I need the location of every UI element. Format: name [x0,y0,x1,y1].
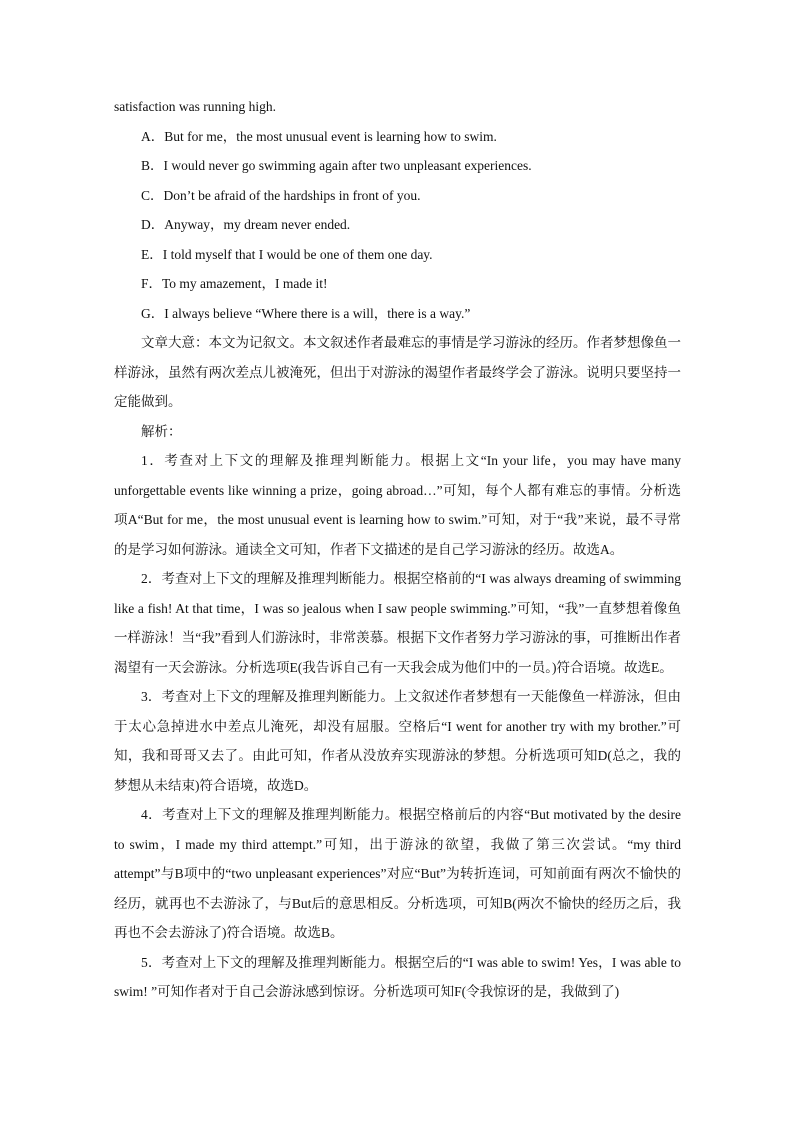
explanation-4: 4．考查对上下文的理解及推理判断能力。根据空格前后的内容“But motivated by the desire to swim，I made my third attempt.”可知，出于游泳的欲望，我做了第三次尝试。“my third attempt”与B项中的“two unpleasant experiences”对应“But”为转折连词，可知前面有两次不愉快的经历，就再也不去游泳了，与But后的意思相反。分析选项，可知B(两次不愉快的经历之后，我再也不会去游泳了)符合语境。故选B。 [114,807,681,940]
answer-content [114,92,681,1007]
explanation-5: 5．考查对上下文的理解及推理判断能力。根据空后的“I was able to swim! Yes，I was able to swim! ”可知作者对于自己会游泳感到惊讶。分析选项可知F(令我惊讶的是，我做到了) [114,954,681,999]
option-e: E．I told myself that I would be one of them one day. [141,246,433,262]
option-d: D．Anyway，my dream never ended. [141,217,351,232]
summary-paragraph: 文章大意：本文为记叙文。本文叙述作者最难忘的事情是学习游泳的经历。作者梦想像鱼一样游泳，虽然有两次差点儿被淹死，但出于对游泳的渴望作者最终学会了游泳。说明只要坚持一定能做到。 [114,335,681,409]
option-a: A．But for me，the most unusual event is learning how to swim. [141,128,497,144]
explanation-2: 2．考查对上下文的理解及推理判断能力。根据空格前的“I was always dreaming of swimming like a fish! At that time，I was so jealous when I saw people swimming.”可知，“我”一直梦想着像鱼一样游泳！当“我”看到人们游泳时，非常羡慕。根据下文作者努力学习游泳的事，可推断出作者渴望有一天会游泳。分析选项E(我告诉自己有一天我会成为他们中的一员。)符合语境。故选E。 [114,571,681,675]
passage-tail: satisfaction was running high. [114,99,276,114]
explanation-1: 1．考查对上下文的理解及推理判断能力。根据上文“In your life，you may have many unforgettable events like winning a prize，going abroad…”可知，每个人都有难忘的事情。分析选项A“But for me，the most unusual event is learning how to swim.”可知，对于“我”来说，最不寻常的是学习如何游泳。通读全文可知，作者下文描述的是自己学习游泳的经历。故选A。 [114,453,681,557]
option-b: B．I would never go swimming again after two unpleasant experiences. [141,158,532,173]
option-g: G．I always believe “Where there is a will，there is a way.” [141,305,471,321]
option-c: C．Don’t be afraid of the hardships in front of you. [141,187,421,203]
analysis-heading: 解析： [141,423,182,439]
explanation-3: 3．考查对上下文的理解及推理判断能力。上文叙述作者梦想有一天能像鱼一样游泳，但由于太心急掉进水中差点儿淹死，却没有屈服。空格后“I went for another try with my brother.”可知，我和哥哥又去了。由此可知，作者从没放弃实现游泳的梦想。分析选项可知D(总之，我的梦想从未结束)符合语境，故选D。 [114,689,681,793]
option-f: F．To my amazement，I made it! [141,276,328,291]
